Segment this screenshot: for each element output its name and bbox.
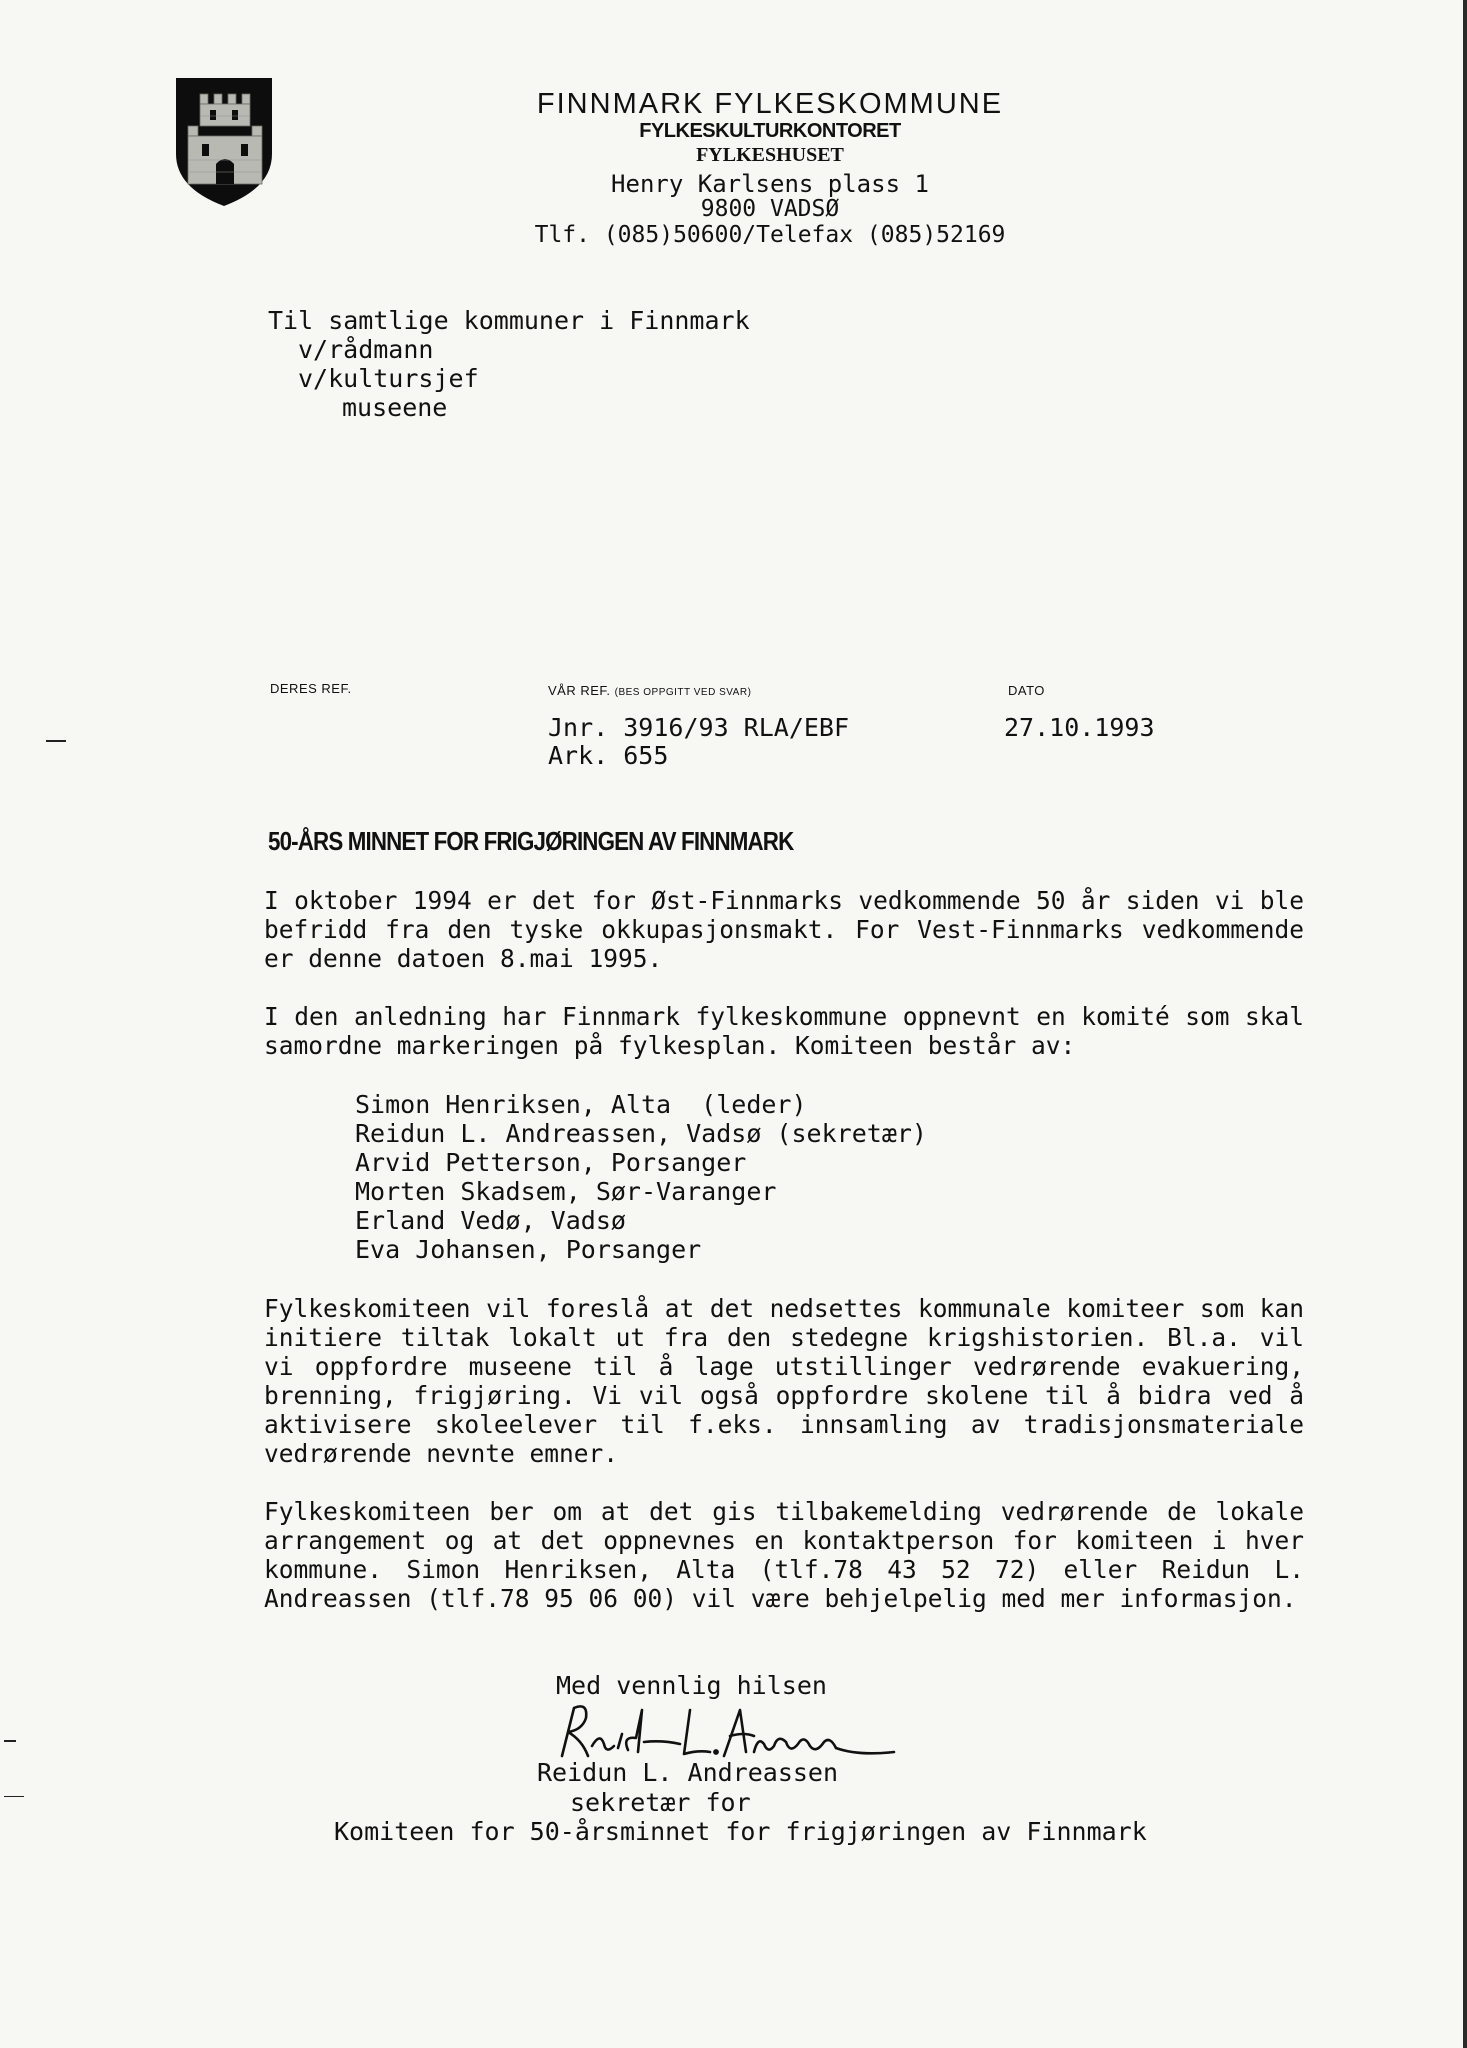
street-address: Henry Karlsens plass 1 [611,170,929,198]
committee-member: Eva Johansen, Porsanger [355,1235,702,1264]
recipient-line: v/kultursjef [298,364,479,393]
journal-number: Jnr. 3916/93 RLA/EBF [548,713,850,742]
committee-name: Komiteen for 50-årsminnet for frigjøringen av Finnmark [334,1817,1147,1846]
office-name: FYLKESKULTURKONTORET [639,120,901,142]
committee-member: Erland Vedø, Vadsø [355,1206,626,1235]
recipient-line: museene [342,393,448,422]
greeting: Med vennlig hilsen [556,1671,827,1700]
signatory-name: Reidun L. Andreassen [537,1758,839,1787]
signatory-role: sekretær for [570,1788,751,1817]
recipient-line: Til samtlige kommuner i Finnmark [268,306,750,335]
recipient-line: v/rådmann [298,335,434,364]
organization-name: FINNMARK FYLKESKOMMUNE [536,88,1004,120]
margin-mark [46,740,66,742]
committee-member: Arvid Petterson, Porsanger [355,1148,747,1177]
committee-member: Morten Skadsem, Sør-Varanger [355,1177,777,1206]
building-name: FYLKESHUSET [696,144,844,166]
paragraph-2: I den anledning har Finnmark fylkeskommune oppnevnt en komité som skal samordne markeringen på fylkesplan. Komiteen består av: [264,1002,1304,1060]
var-ref-label [548,683,751,698]
paragraph-3: Fylkeskomiteen vil foreslå at det nedsettes kommunale komiteer som kan initiere tiltak lokalt ut fra den stedegne krigshistorien. Bl.a. vil vi oppfordre museene til å lage utstillinger vedrørende evakuering, brenning, frigjøring. Vi vil også oppfordre skolene til å bidra ved å aktivisere skoleelever til f.eks. innsamling av tradisjonsmateriale vedrørende nevnte emner. [264,1294,1304,1468]
committee-member: Simon Henriksen, Alta (leder) [355,1090,807,1119]
var-ref-label-text: VÅR REF. [548,683,611,698]
archive-number: Ark. 655 [548,741,669,770]
phone-fax: Tlf. (085)50600/Telefax (085)52169 [534,222,1006,248]
subject-heading: 50-ÅRS MINNET FOR FRIGJØRINGEN AV FINNMARK [268,826,794,856]
margin-mark [4,1796,24,1797]
paragraph-4: Fylkeskomiteen ber om at det gis tilbakemelding vedrørende de lokale arrangement og at det oppnevnes en kontaktperson for komiteen i hver kommune. Simon Henriksen, Alta (tlf.78 43 52 72) eller Reidun L. Andreassen (tlf.78 95 06 00) vil være behjelpelig med mer informasjon. [264,1497,1304,1613]
committee-member: Reidun L. Andreassen, Vadsø (sekretær) [355,1119,927,1148]
scan-edge [1463,0,1467,2048]
castle-crest-icon [174,76,274,208]
margin-mark [4,1740,16,1742]
postal-address: 9800 VADSØ [700,196,840,222]
var-ref-note: (BES OPPGITT VED SVAR) [614,687,752,698]
deres-ref-label: DERES REF. [270,681,352,696]
date-label: DATO [1008,683,1045,698]
letter-date: 27.10.1993 [1004,713,1155,742]
paragraph-1: I oktober 1994 er det for Øst-Finnmarks vedkommende 50 år siden vi ble befridd fra den tyske okkupasjonsmakt. For Vest-Finnmarks vedkommende er denne datoen 8.mai 1995. [264,886,1304,973]
